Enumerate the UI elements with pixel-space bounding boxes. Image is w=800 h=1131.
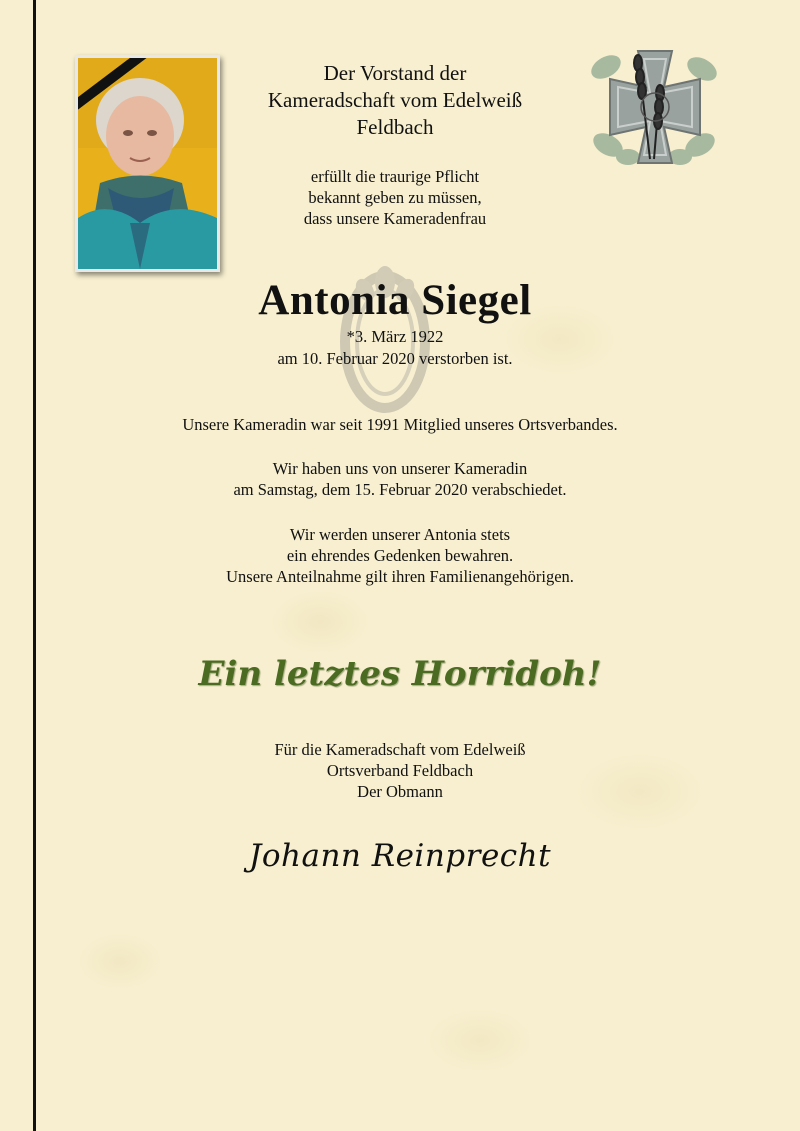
farewell-text — [0, 458, 800, 500]
org-line: Der Vorstand der — [323, 61, 467, 85]
signoff-line: Für die Kameradschaft vom Edelweiß — [274, 740, 526, 759]
signoff-block — [0, 739, 800, 802]
signoff-line: Ortsverband Feldbach — [326, 761, 474, 780]
memory-line: Wir werden unserer Antonia stets — [289, 525, 511, 544]
signoff-line: Der Obmann — [357, 782, 443, 801]
membership-text — [0, 414, 800, 435]
intro-line: erfüllt die traurige Pflicht — [310, 167, 480, 186]
memory-line: ein ehrendes Gedenken bewahren. — [286, 546, 514, 565]
deceased-name: Antonia Siegel — [258, 277, 532, 324]
org-line: Feldbach — [356, 115, 434, 139]
farewell-line: am Samstag, dem 15. Februar 2020 verabschiedet. — [233, 480, 567, 499]
signature: Johann Reinprecht — [248, 838, 552, 874]
intro-line: bekannt geben zu müssen, — [308, 188, 482, 207]
memory-text — [0, 524, 800, 587]
membership-line: Unsere Kameradin war seit 1991 Mitglied unseres Ortsverbandes. — [182, 415, 618, 434]
salute-text: Ein letztes Horridoh! — [198, 654, 602, 694]
intro-line: dass unsere Kameradenfrau — [303, 209, 487, 228]
org-line: Kameradschaft vom Edelweiß — [267, 88, 523, 112]
iron-cross-emblem-icon — [588, 47, 723, 167]
birth-date: *3. März 1922 — [346, 327, 444, 346]
farewell-line: Wir haben uns von unserer Kameradin — [272, 459, 528, 478]
death-date: am 10. Februar 2020 verstorben ist. — [277, 349, 513, 368]
organization-heading — [195, 60, 595, 141]
memory-line: Unsere Anteilnahme gilt ihren Familienangehörigen. — [226, 567, 574, 586]
announcement-intro — [195, 166, 595, 229]
